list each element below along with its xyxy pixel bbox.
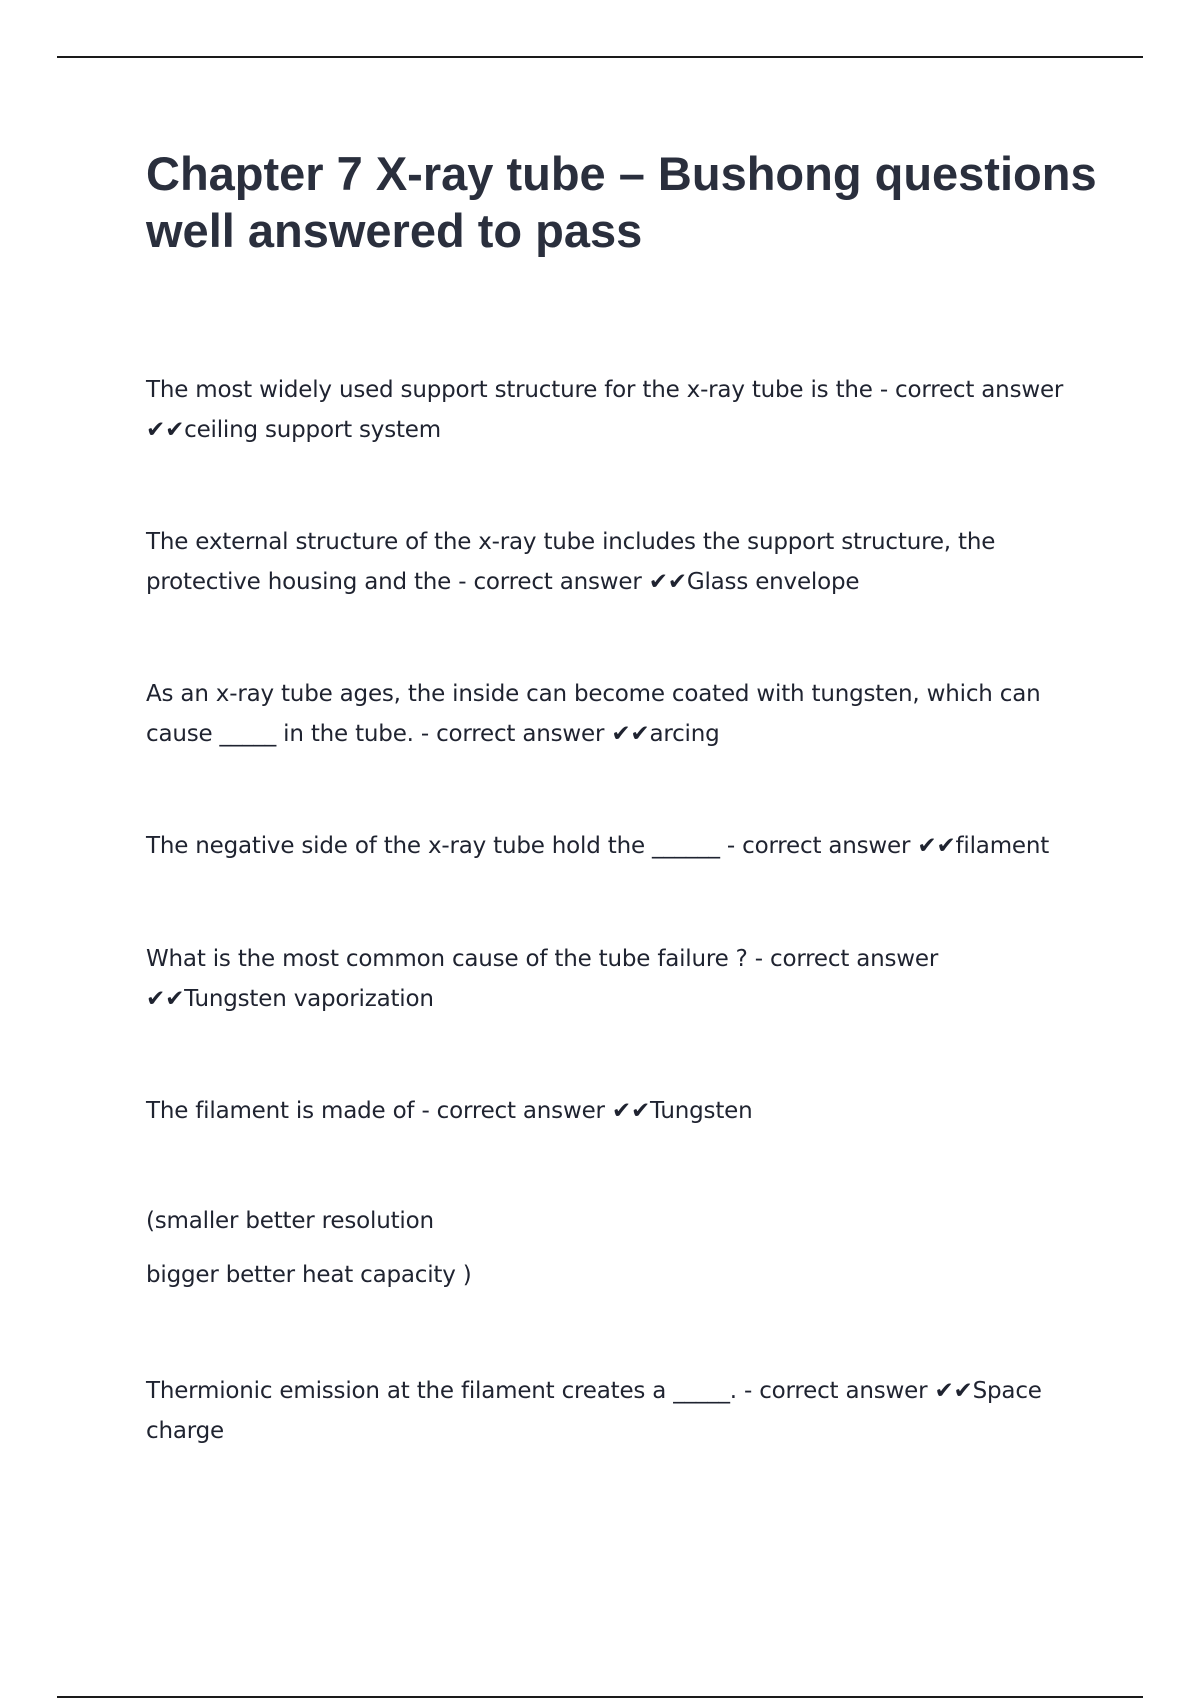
document-title: Chapter 7 X-ray tube – Bushong questions well answered to pass — [146, 147, 1097, 257]
qa-answer: ✔✔arcing — [611, 721, 720, 747]
qa-answer: ✔✔filament — [917, 833, 1050, 859]
qa-question: The filament is made of - correct answer — [146, 1098, 605, 1124]
qa-answer: ✔✔Tungsten — [611, 1098, 753, 1124]
qa-question: As an x-ray tube ages, the inside can become coated with tungsten, which can cause _____ in the tube. - correct answer — [146, 681, 1041, 747]
qa-item-2 — [146, 522, 1026, 602]
note-line-1: (smaller better resolution — [146, 1208, 434, 1234]
qa-answer: ✔✔Glass envelope — [648, 569, 860, 595]
top-rule — [57, 56, 1143, 58]
qa-item-1 — [146, 370, 1081, 450]
qa-item-3 — [146, 674, 1066, 754]
qa-question: The negative side of the x-ray tube hold the ______ - correct answer — [146, 833, 911, 859]
qa-item-4 — [146, 826, 1106, 866]
qa-item-5 — [146, 939, 1006, 1019]
qa-item-7 — [146, 1371, 1081, 1451]
note-block — [146, 1201, 1106, 1295]
qa-answer: ✔✔Space charge — [146, 1378, 1042, 1444]
qa-question: What is the most common cause of the tube failure ? - correct answer — [146, 946, 939, 972]
qa-question: Thermionic emission at the filament creates a _____. - correct answer — [146, 1378, 928, 1404]
qa-list — [146, 370, 1106, 1451]
bottom-rule — [57, 1696, 1143, 1698]
qa-answer: ✔✔Tungsten vaporization — [146, 986, 434, 1012]
note-line-2: bigger better heat capacity ) — [146, 1262, 472, 1288]
qa-answer: ✔✔ceiling support system — [146, 417, 441, 443]
qa-item-6 — [146, 1091, 1106, 1131]
qa-question: The external structure of the x-ray tube includes the support structure, the protective housing and the - correct answer — [146, 529, 996, 595]
document-body — [146, 145, 1106, 1451]
qa-question: The most widely used support structure for the x-ray tube is the - correct answer — [146, 377, 1064, 403]
